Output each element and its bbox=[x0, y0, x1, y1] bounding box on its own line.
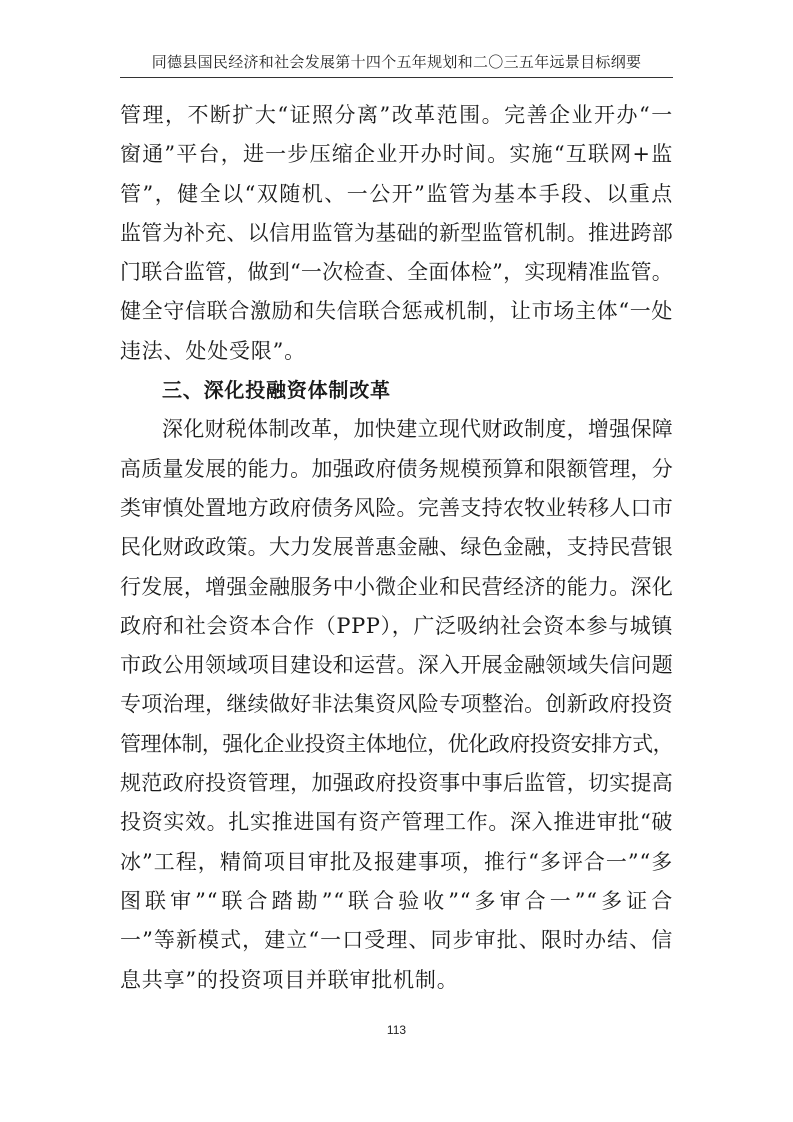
running-header: 同德县国民经济和社会发展第十四个五年规划和二〇三五年远景目标纲要 bbox=[151, 53, 642, 71]
page-number: 113 bbox=[386, 1023, 407, 1037]
paragraph-supervision bbox=[120, 96, 673, 371]
text-line: 投资实效。扎实推进国有资产管理工作。深入推进审批“破 bbox=[120, 810, 673, 835]
text-line: 管理体制，强化企业投资主体地位，优化政府投资安排方式， bbox=[120, 731, 673, 756]
text-line: 冰”工程，精简项目审批及报建事项，推行“多评合一”“多 bbox=[120, 849, 673, 874]
header-divider bbox=[120, 77, 673, 78]
document-body bbox=[120, 96, 673, 1000]
text-line: 门联合监管，做到“一次检查、全面体检”，实现精准监管。 bbox=[120, 260, 673, 285]
text-line: 管理，不断扩大“证照分离”改革范围。完善企业开办“一 bbox=[120, 103, 673, 127]
text-line: 深化财税体制改革，加快建立现代财政制度，增强保障 bbox=[162, 417, 673, 442]
text-line: 规范政府投资管理，加强政府投资事中事后监管，切实提高 bbox=[120, 771, 673, 796]
paragraph-investment-reform bbox=[120, 410, 673, 999]
text-line: 违法、处处受限”。 bbox=[120, 338, 306, 363]
text-line: 专项治理，继续做好非法集资风险专项整治。创新政府投资 bbox=[120, 692, 673, 717]
text-line: 高质量发展的能力。加强政府债务规模预算和限额管理，分 bbox=[120, 456, 673, 481]
text-line: 监管为补充、以信用监管为基础的新型监管机制。推进跨部 bbox=[120, 220, 673, 245]
text-line: 息共享”的投资项目并联审批机制。 bbox=[120, 967, 459, 992]
text-line: 行发展，增强金融服务中小微企业和民营经济的能力。深化 bbox=[120, 574, 673, 599]
section-heading: 三、深化投融资体制改革 bbox=[162, 378, 391, 403]
text-line: 管”，健全以“双随机、一公开”监管为基本手段、以重点 bbox=[120, 181, 673, 206]
text-line: 图联审”“联合踏勘”“联合验收”“多审合一”“多证合 bbox=[120, 888, 673, 913]
text-line: 类审慎处置地方政府债务风险。完善支持农牧业转移人口市 bbox=[120, 495, 673, 520]
text-line: 一”等新模式，建立“一口受理、同步审批、限时办结、信 bbox=[120, 928, 673, 953]
text-line: 窗通”平台，进一步压缩企业开办时间。实施“互联网+监 bbox=[120, 142, 673, 167]
text-line: 健全守信联合激励和失信联合惩戒机制，让市场主体“一处 bbox=[120, 299, 673, 324]
text-line: 民化财政政策。大力发展普惠金融、绿色金融，支持民营银 bbox=[120, 535, 673, 560]
text-line: 市政公用领域项目建设和运营。深入开展金融领域失信问题 bbox=[120, 653, 673, 678]
text-line: 政府和社会资本合作（PPP），广泛吸纳社会资本参与城镇 bbox=[120, 613, 673, 638]
